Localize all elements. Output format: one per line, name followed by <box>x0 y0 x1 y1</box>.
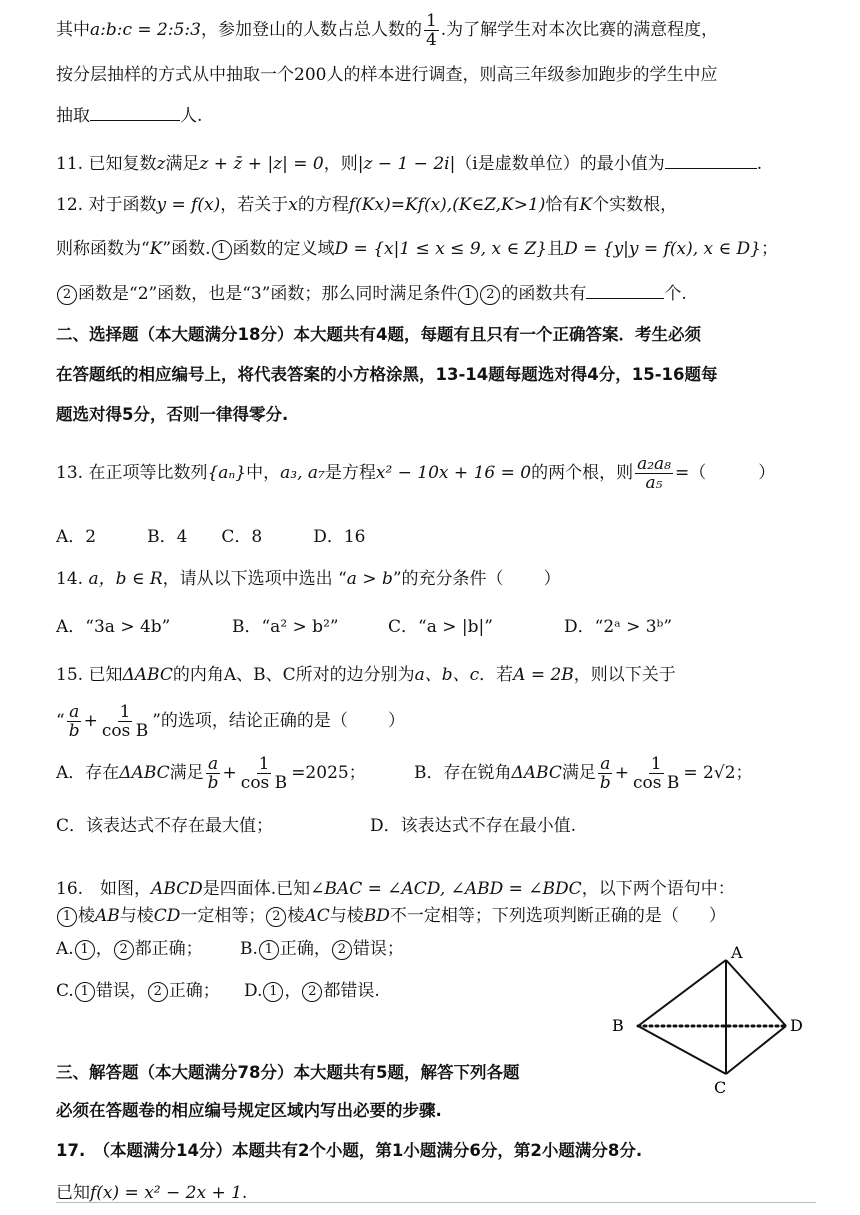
q12-text: ”函数. <box>162 239 211 259</box>
fraction-denominator: cos B <box>240 773 288 793</box>
q11-math: z <box>156 154 166 174</box>
q10-line-3 <box>56 102 820 129</box>
fraction-numerator: a <box>208 754 219 774</box>
q14-line <box>56 566 820 592</box>
q15-text: + <box>614 763 630 783</box>
q15-text: 15. 已知 <box>56 665 123 685</box>
circled-number-icon: 1 <box>212 240 232 260</box>
q15-option-b-frac2 <box>631 755 681 792</box>
q16-text: 正确； <box>168 981 220 1001</box>
circled-number-icon: 1 <box>259 940 279 960</box>
q11-text: （i是虚数单位）的最小值为 <box>455 154 665 174</box>
q13-fraction <box>635 455 673 492</box>
q13-text: ） <box>758 463 776 483</box>
q16-text: 不一定相等；下列选项判断正确的是（ <box>389 906 679 926</box>
q15-text: + <box>83 711 98 731</box>
q12-text: 函数是“2”函数，也是“3”函数；那么同时满足条件 <box>78 284 458 304</box>
circled-number-icon: 2 <box>332 940 352 960</box>
q12-math: x <box>288 195 298 215</box>
q14-text: ） <box>543 569 561 589</box>
q16-text: B. <box>240 939 258 959</box>
q15-text: 满足 <box>561 763 596 783</box>
q14-text: 14. <box>56 569 84 589</box>
q12-text: 12. 对于函数 <box>56 195 157 215</box>
q13-text: 中， <box>246 463 281 483</box>
circled-number-icon: 1 <box>57 907 77 927</box>
q16-text: C. <box>56 981 74 1001</box>
q16-text: 与棱 <box>119 906 154 926</box>
q14-option-b[interactable]: B．“a² > b²” <box>232 617 339 637</box>
q14-math: a，b ∈ R <box>88 569 163 589</box>
circled-number-icon: 2 <box>480 285 500 305</box>
q16-text: 正确， <box>279 939 331 959</box>
q12-text: ，若关于 <box>220 195 289 215</box>
fraction-numerator: a₂a₈ <box>637 454 671 474</box>
q16-text: 错误， <box>95 981 147 1001</box>
edge-ab <box>638 960 726 1026</box>
q12-text: ； <box>760 239 778 259</box>
q11-line <box>56 150 820 177</box>
vertex-label-a: A <box>731 943 743 962</box>
edge-ad <box>726 960 786 1026</box>
vertex-label-c: C <box>714 1078 727 1097</box>
fraction-numerator: 1 <box>650 754 662 774</box>
circled-number-icon: 1 <box>458 285 478 305</box>
q15-fraction-1-cosb <box>100 703 150 740</box>
q16-text: ， <box>284 981 302 1001</box>
q16-math: ABCD <box>151 879 203 899</box>
q16-text: ，以下两个语句中： <box>581 879 735 899</box>
q12-line-3 <box>56 280 820 307</box>
section3-heading-line-1: 三、解答题（本大题满分78分）本大题共有5题，解答下列各题 <box>56 1063 520 1082</box>
q15-option-d[interactable]: D．该表达式不存在最小值. <box>370 816 577 836</box>
q15-text: 的内角A、B、C所对的边分别为 <box>172 665 415 685</box>
q15-text: 满足 <box>169 763 204 783</box>
q16-text: 棱 <box>78 906 95 926</box>
circled-number-icon: 2 <box>148 982 168 1002</box>
q15-text: B．存在锐角 <box>414 763 512 783</box>
q13-text: 13. 在正项等比数列 <box>56 463 208 483</box>
q13-math: x² − 10x + 16 = 0 <box>375 463 532 483</box>
circled-number-icon: 2 <box>114 940 134 960</box>
q13-text: =（ <box>674 463 707 483</box>
fraction-denominator: b <box>599 773 611 793</box>
q10-text: .为了解学生对本次比赛的满意程度， <box>440 20 719 40</box>
q13-options[interactable]: A．2 B．4 C．8 D．16 <box>56 527 366 547</box>
q17-text: . <box>241 1183 248 1203</box>
fraction-denominator: cos B <box>101 721 149 741</box>
q16-text: D. <box>244 981 263 1001</box>
section2-heading-line-2: 在答题纸的相应编号上，将代表答案的小方格涂黑，13-14题每题选对得4分，15-16题每 <box>56 365 718 384</box>
q14-math: a > b <box>346 569 393 589</box>
q12-math: f(Kx)=Kf(x),(K∈Z,K>1) <box>348 195 546 215</box>
q11-text: 11. 已知复数 <box>56 154 157 174</box>
q15-text: ） <box>387 711 405 731</box>
q15-option-a-frac2 <box>239 755 289 792</box>
q15-text: ”的选项，结论正确的是（ <box>152 711 348 731</box>
q15-line-1 <box>56 662 820 688</box>
q11-answer-blank[interactable] <box>665 150 757 169</box>
q12-text: 且 <box>547 239 565 259</box>
q10-text: 人. <box>180 106 203 126</box>
q13-line <box>56 455 820 492</box>
q16-option-b[interactable] <box>240 936 404 962</box>
q16-math: ∠BAC = ∠ACD, ∠ABD = ∠BDC <box>310 879 582 899</box>
q16-math: BD <box>363 906 390 926</box>
page-divider <box>56 1202 816 1203</box>
section2-heading-line-3: 题选对得5分，否则一律得零分. <box>56 405 289 424</box>
fraction-numerator: 1 <box>258 754 270 774</box>
fraction-denominator: 4 <box>425 30 437 50</box>
fraction-denominator: a₅ <box>645 473 663 493</box>
fraction-numerator: 1 <box>119 702 131 722</box>
q10-answer-blank[interactable] <box>90 102 180 121</box>
q10-text: 抽取 <box>56 106 90 126</box>
q14-text: ，请从以下选项中选出 “ <box>162 569 347 589</box>
circled-number-icon: 2 <box>57 285 77 305</box>
q15-fraction-a-b <box>67 703 82 740</box>
q15-math: A = 2B <box>513 665 574 685</box>
q12-answer-blank[interactable] <box>586 280 664 299</box>
fraction-numerator: 1 <box>425 11 437 31</box>
q16-math: AB <box>95 906 120 926</box>
q11-math: |z − 1 − 2i| <box>357 154 456 174</box>
q16-text: 都正确； <box>134 939 203 959</box>
circled-number-icon: 1 <box>75 940 95 960</box>
q16-text: 棱 <box>287 906 305 926</box>
q14-option-c[interactable]: C．“a > |b|” <box>388 617 493 637</box>
vertex-label-d: D <box>790 1016 803 1035</box>
q16-option-c[interactable] <box>56 978 220 1004</box>
q16-option-a[interactable] <box>56 936 203 962</box>
circled-number-icon: 2 <box>302 982 322 1002</box>
q15-text: ．若 <box>479 665 514 685</box>
fraction-numerator: a <box>69 702 80 722</box>
q12-math: D = {y|y = f(x), x ∈ D} <box>564 239 761 259</box>
q15-math: ΔABC <box>119 763 170 783</box>
q16-text: A. <box>56 939 74 959</box>
q11-text: . <box>756 154 763 174</box>
fraction-denominator: b <box>68 721 80 741</box>
q17-math: f(x) = x² − 2x + 1 <box>90 1183 242 1203</box>
section3-heading-line-2: 必须在答题卷的相应编号规定区域内写出必要的步骤. <box>56 1101 442 1120</box>
q14-option-a[interactable]: A．“3a > 4b” <box>56 617 171 637</box>
q10-line-1 <box>56 12 820 49</box>
q12-text: 恰有 <box>545 195 580 215</box>
q12-line-1 <box>56 192 820 218</box>
q15-text: = 2√2； <box>683 763 753 783</box>
q10-line-2: 按分层抽样的方式从中抽取一个200人的样本进行调查，则高三年级参加跑步的学生中应 <box>56 65 718 85</box>
q12-text: 的函数共有 <box>501 284 587 304</box>
q16-text: 错误； <box>352 939 404 959</box>
q12-text: 的方程 <box>297 195 349 215</box>
q17-header: 17. （本题满分14分）本题共有2个小题，第1小题满分6分，第2小题满分8分. <box>56 1141 643 1160</box>
q15-text: =2025； <box>291 763 366 783</box>
q16-line-1 <box>56 876 820 902</box>
q13-text: 的两个根，则 <box>531 463 634 483</box>
q10-fraction <box>424 12 439 49</box>
q15-option-b[interactable] <box>414 755 753 792</box>
q15-text: “ <box>56 711 65 731</box>
q15-text: + <box>222 763 237 783</box>
q13-math: a₃, a₇ <box>280 463 325 483</box>
q16-option-d[interactable] <box>244 978 380 1004</box>
q10-text: ，参加登山的人数占总人数的 <box>200 20 422 40</box>
q15-math: ΔABC <box>122 665 173 685</box>
q17-text: 已知 <box>56 1183 90 1203</box>
q15-line-2 <box>56 703 820 740</box>
fraction-denominator: b <box>207 773 219 793</box>
q11-math: z + z̄ + |z| = 0 <box>199 154 324 174</box>
section2-heading-line-1: 二、选择题（本大题满分18分）本大题共有4题，每题有且只有一个正确答案．考生必须 <box>56 325 701 344</box>
q15-text: ，则以下关于 <box>573 665 676 685</box>
q12-math: K <box>579 195 593 215</box>
circled-number-icon: 2 <box>266 907 286 927</box>
q12-math: D = {x|1 ≤ x ≤ 9, x ∈ Z} <box>334 239 548 259</box>
q16-text: 是四面体.已知 <box>202 879 311 899</box>
q15-option-b-frac1 <box>598 755 613 792</box>
q15-math: ΔABC <box>511 763 562 783</box>
q11-text: 满足 <box>165 154 200 174</box>
q15-option-c[interactable]: C．该表达式不存在最大值； <box>56 816 274 836</box>
q16-text: ， <box>95 939 113 959</box>
q14-text: ”的充分条件（ <box>392 569 504 589</box>
q12-text: 函数的定义域 <box>232 239 335 259</box>
q10-text: 其中 <box>56 20 90 40</box>
q16-text: ） <box>708 906 726 926</box>
circled-number-icon: 1 <box>263 982 283 1002</box>
q12-line-2 <box>56 236 820 262</box>
q13-text: 是方程 <box>324 463 376 483</box>
q15-text: A．存在 <box>56 763 120 783</box>
q12-math: K <box>149 239 163 259</box>
q16-math: AC <box>304 906 330 926</box>
q15-math: a、b、c <box>414 665 480 685</box>
q14-option-d[interactable]: D．“2ᵃ > 3ᵇ” <box>564 617 673 637</box>
q16-text: 都错误. <box>323 981 380 1001</box>
vertex-label-b: B <box>612 1016 624 1035</box>
q15-option-a-frac1 <box>206 755 221 792</box>
q12-text: 个实数根， <box>592 195 678 215</box>
q16-math: CD <box>153 906 181 926</box>
q12-text: 则称函数为“ <box>56 239 150 259</box>
q12-math: y = f(x) <box>156 195 221 215</box>
q16-line-2 <box>56 903 820 929</box>
fraction-numerator: a <box>600 754 611 774</box>
q12-text: 个. <box>664 284 687 304</box>
q11-text: ，则 <box>323 154 358 174</box>
q13-math: {aₙ} <box>207 463 247 483</box>
q16-text: 一定相等； <box>180 906 266 926</box>
fraction-denominator: cos B <box>633 773 680 793</box>
circled-number-icon: 1 <box>75 982 95 1002</box>
q16-text: 与棱 <box>329 906 364 926</box>
q15-option-a[interactable] <box>56 755 366 792</box>
q16-text: 16. 如图， <box>56 879 152 899</box>
q10-ratio-math: a:b:c = 2:5:3 <box>90 20 201 40</box>
